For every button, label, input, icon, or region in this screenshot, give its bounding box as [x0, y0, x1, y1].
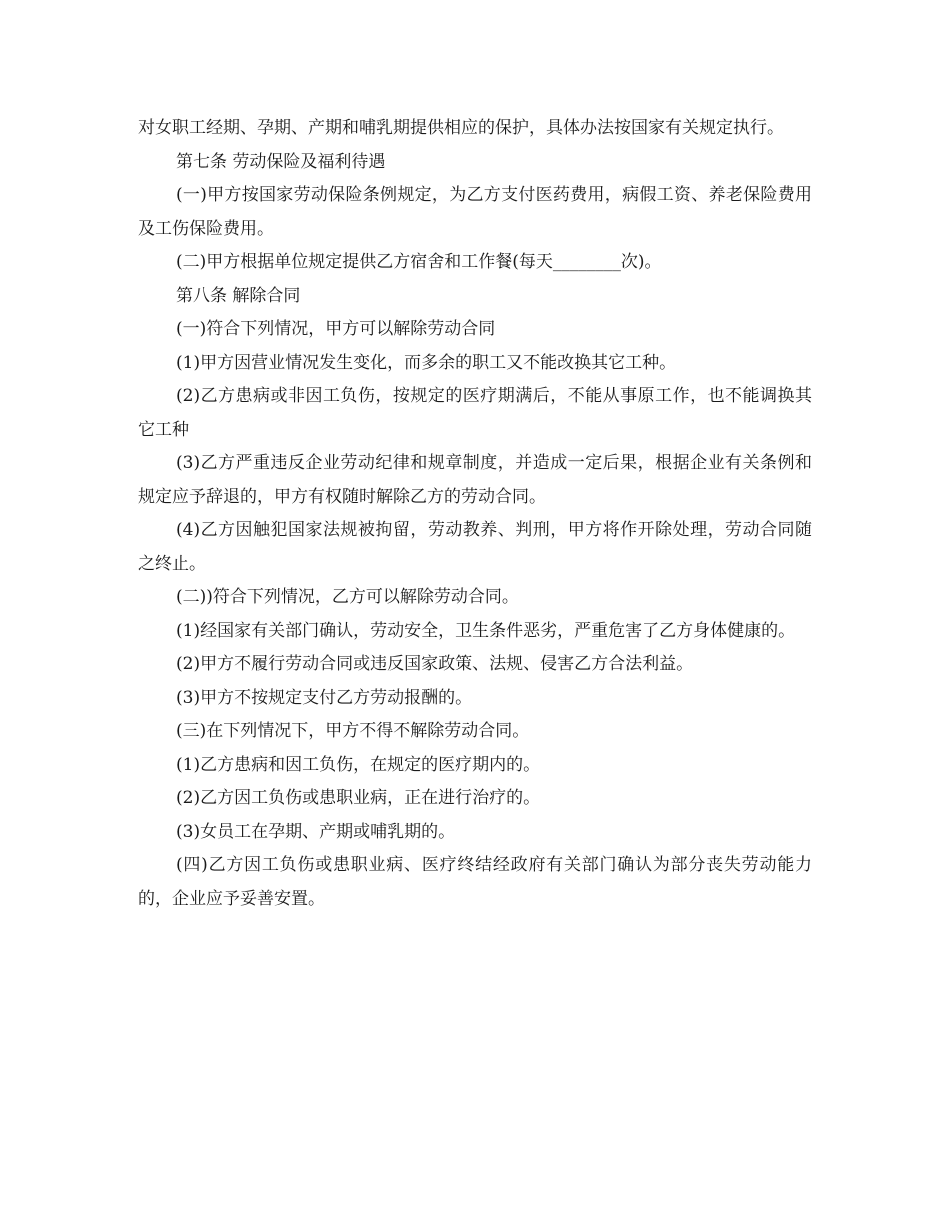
article-8-section-1-item-4: (4)乙方因触犯国家法规被拘留，劳动教养、判刑，甲方将作开除处理，劳动合同随之终止。	[138, 520, 812, 574]
article-8-section-3-item-3: (3)女员工在孕期、产期或哺乳期的。	[176, 821, 456, 842]
article-8-section-3-item-1: (1)乙方患病和因工负伤，在规定的医疗期内的。	[176, 754, 541, 775]
article-8-section-2: (二))符合下列情况，乙方可以解除劳动合同。	[176, 587, 519, 607]
article-8-section-2-item-2: (2)甲方不履行劳动合同或违反国家政策、法规、侵害乙方合法利益。	[176, 654, 694, 674]
article-7-heading: 第七条 劳动保险及福利待遇	[176, 151, 386, 172]
article-8-section-1-item-2: (2)乙方患病或非因工负伤，按规定的医疗期满后，不能从事原工作，也不能调换其它工种	[138, 386, 812, 440]
article-8-section-3: (三)在下列情况下，甲方不得不解除劳动合同。	[176, 721, 530, 741]
article-7-clause-1: (一)甲方按国家劳动保险条例规定，为乙方支付医药费用，病假工资、养老保险费用及工伤保险费用。	[138, 185, 812, 239]
article-7-clause-2: (二)甲方根据单位规定提供乙方宿舍和工作餐(每天________次)。	[176, 252, 662, 272]
document-body	[138, 112, 812, 916]
article-8-section-4: (四)乙方因工负伤或患职业病、医疗终结经政府有关部门确认为部分丧失劳动能力的，企业应予妥善安置。	[138, 855, 812, 909]
article-8-section-1-item-1: (1)甲方因营业情况发生变化，而多余的职工又不能改换其它工种。	[176, 352, 677, 373]
article-8-section-1: (一)符合下列情况，甲方可以解除劳动合同	[176, 319, 496, 339]
article-8-heading: 第八条 解除合同	[176, 285, 301, 306]
article-8-section-3-item-2: (2)乙方因工负伤或患职业病，正在进行治疗的。	[176, 788, 541, 808]
article-8-section-2-item-3: (3)甲方不按规定支付乙方劳动报酬的。	[176, 687, 473, 708]
article-8-section-1-item-3: (3)乙方严重违反企业劳动纪律和规章制度，并造成一定后果，根据企业有关条例和规定应予辞退的，甲方有权随时解除乙方的劳动合同。	[138, 453, 812, 507]
article-8-section-2-item-1: (1)经国家有关部门确认，劳动安全，卫生条件恶劣，严重危害了乙方身体健康的。	[176, 620, 796, 641]
paragraph-continuation: 对女职工经期、孕期、产期和哺乳期提供相应的保护，具体办法按国家有关规定执行。	[138, 118, 784, 138]
